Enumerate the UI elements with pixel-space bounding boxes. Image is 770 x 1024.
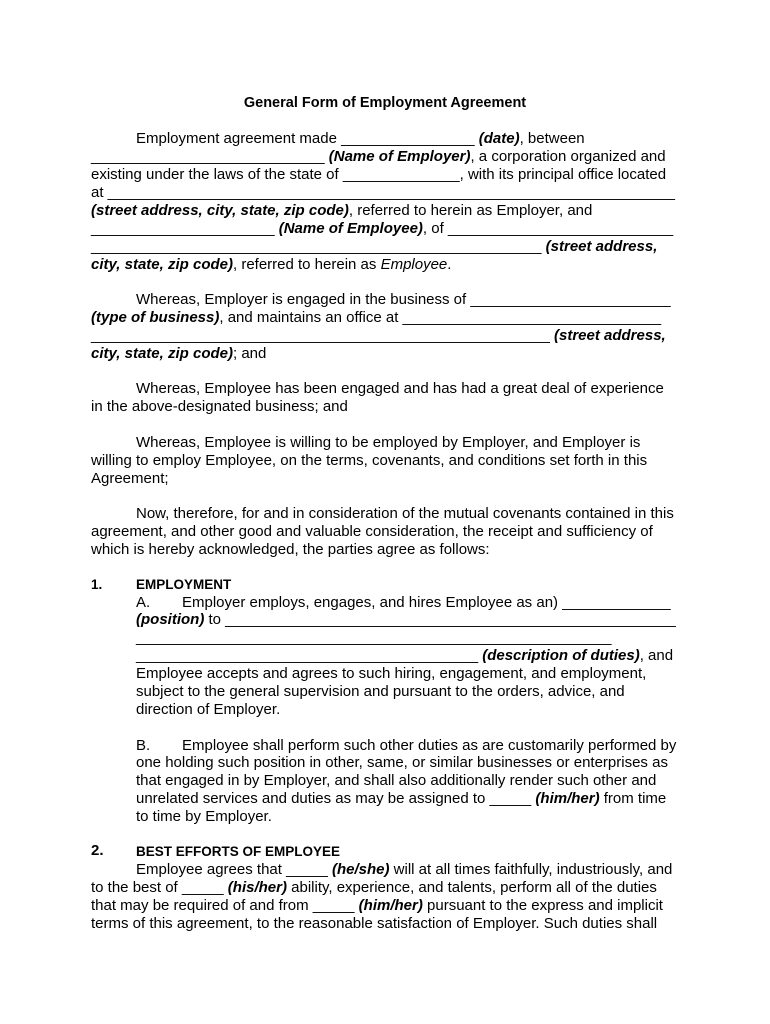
text-run: , referred to herein as Employer, and <box>348 202 593 219</box>
text-line: direction of Employer. <box>136 701 281 718</box>
field-label-pronoun: (him/her) <box>535 790 600 807</box>
field-label-business-type: (type of business) <box>91 309 220 326</box>
text-line <box>136 647 673 665</box>
text-run: , and maintains an office at _______________________________ <box>219 309 662 326</box>
text-line <box>91 327 666 345</box>
text-line: existing under the laws of the state of ______________, with its principal office located <box>91 166 667 183</box>
text-line <box>136 611 676 629</box>
document-title: General Form of Employment Agreement <box>243 95 527 111</box>
text-line: to time by Employer. <box>136 808 272 825</box>
text-line <box>136 130 585 148</box>
field-label-pronoun: (him/her) <box>358 897 423 914</box>
text-run: to ______________________________________________________ <box>204 611 676 628</box>
section-number: 1. <box>91 577 103 592</box>
text-run: that may be required of and from _____ <box>91 897 359 914</box>
field-label-duties: (description of duties) <box>482 647 640 664</box>
text-run: Employee agrees that _____ <box>136 861 332 878</box>
text-run: , of ___________________________ <box>422 220 674 237</box>
text-line: Agreement; <box>91 470 169 487</box>
text-line <box>91 220 673 238</box>
text-run: from time <box>599 790 667 807</box>
section-number: 2. <box>91 842 104 859</box>
text-run: will at all times faithfully, industriously, and <box>389 861 673 878</box>
field-label-address: city, state, zip code) <box>91 256 233 273</box>
text-line <box>91 256 451 274</box>
text-line: in the above-designated business; and <box>91 398 348 415</box>
field-label-position: (position) <box>136 611 205 628</box>
text-line: which is hereby acknowledged, the parties agree as follows: <box>91 541 490 558</box>
subsection-label: B. <box>136 737 151 754</box>
text-line <box>91 345 266 363</box>
text-run: Employee <box>380 256 448 273</box>
text-line <box>91 238 657 256</box>
text-line: agreement, and other good and valuable consideration, the receipt and sufficiency of <box>91 523 653 540</box>
text-line: terms of this agreement, to the reasonable satisfaction of Employer. Such duties shall <box>91 915 658 932</box>
text-line: Whereas, Employer is engaged in the business of ________________________ <box>136 291 671 308</box>
text-line <box>91 879 657 897</box>
section-heading: BEST EFFORTS OF EMPLOYEE <box>136 844 341 859</box>
text-run: , a corporation organized and <box>470 148 666 165</box>
text-run: ; and <box>232 345 267 362</box>
text-line: subject to the general supervision and pursuant to the orders, advice, and <box>136 683 625 700</box>
text-run: ability, experience, and talents, perform all of the duties <box>286 879 657 896</box>
text-run: ____________________________ <box>91 148 329 165</box>
text-run: , referred to herein as <box>232 256 381 273</box>
text-run: _________________________________________ <box>136 647 483 664</box>
text-run: ______________________________________________________ <box>91 238 546 255</box>
field-label-employee-name: (Name of Employee) <box>278 220 423 237</box>
text-line: willing to employ Employee, on the terms, covenants, and conditions set forth in this <box>91 452 648 469</box>
text-line: Whereas, Employee is willing to be employed by Employer, and Employer is <box>136 434 641 451</box>
text-line: Employer employs, engages, and hires Employee as an) _____________ <box>182 594 671 611</box>
text-line <box>136 861 672 879</box>
subsection-label: A. <box>136 594 151 611</box>
text-line <box>91 148 666 166</box>
text-line <box>136 790 666 808</box>
text-run: Employment agreement made ________________ <box>136 130 479 147</box>
text-run: unrelated services and duties as may be assigned to _____ <box>136 790 536 807</box>
field-label-address: (street address, <box>545 238 658 255</box>
text-line: at ____________________________________________________________________ <box>91 184 675 201</box>
text-run: pursuant to the express and implicit <box>422 897 663 914</box>
text-line: _________________________________________________________ <box>136 629 612 646</box>
field-label-address: city, state, zip code) <box>91 345 233 362</box>
text-line: Employee shall perform such other duties as are customarily performed by <box>182 737 677 754</box>
field-label-address: (street address, city, state, zip code) <box>91 202 349 219</box>
field-label-pronoun: (his/her) <box>227 879 287 896</box>
text-run: to the best of _____ <box>91 879 228 896</box>
field-label-employer-name: (Name of Employer) <box>328 148 471 165</box>
text-line <box>91 897 663 915</box>
text-line: Employee accepts and agrees to such hiring, engagement, and employment, <box>136 665 647 682</box>
text-line: Whereas, Employee has been engaged and has had a great deal of experience <box>136 380 664 397</box>
text-line: one holding such position in other, same, or similar businesses or enterprises as <box>136 754 668 771</box>
text-run: _______________________________________________________ <box>91 327 554 344</box>
text-run: ______________________ <box>91 220 279 237</box>
field-label-pronoun: (he/she) <box>331 861 390 878</box>
text-run: . <box>447 256 452 273</box>
text-line <box>91 202 592 220</box>
section-heading: EMPLOYMENT <box>136 577 232 592</box>
text-line <box>91 309 661 327</box>
text-line: that engaged in by Employer, and shall also additionally render such other and <box>136 772 657 789</box>
field-label-date: (date) <box>478 130 520 147</box>
text-line: Now, therefore, for and in consideration of the mutual covenants contained in this <box>136 505 674 522</box>
field-label-address: (street address, <box>554 327 666 344</box>
text-run: , between <box>519 130 585 147</box>
text-run: , and <box>639 647 674 664</box>
